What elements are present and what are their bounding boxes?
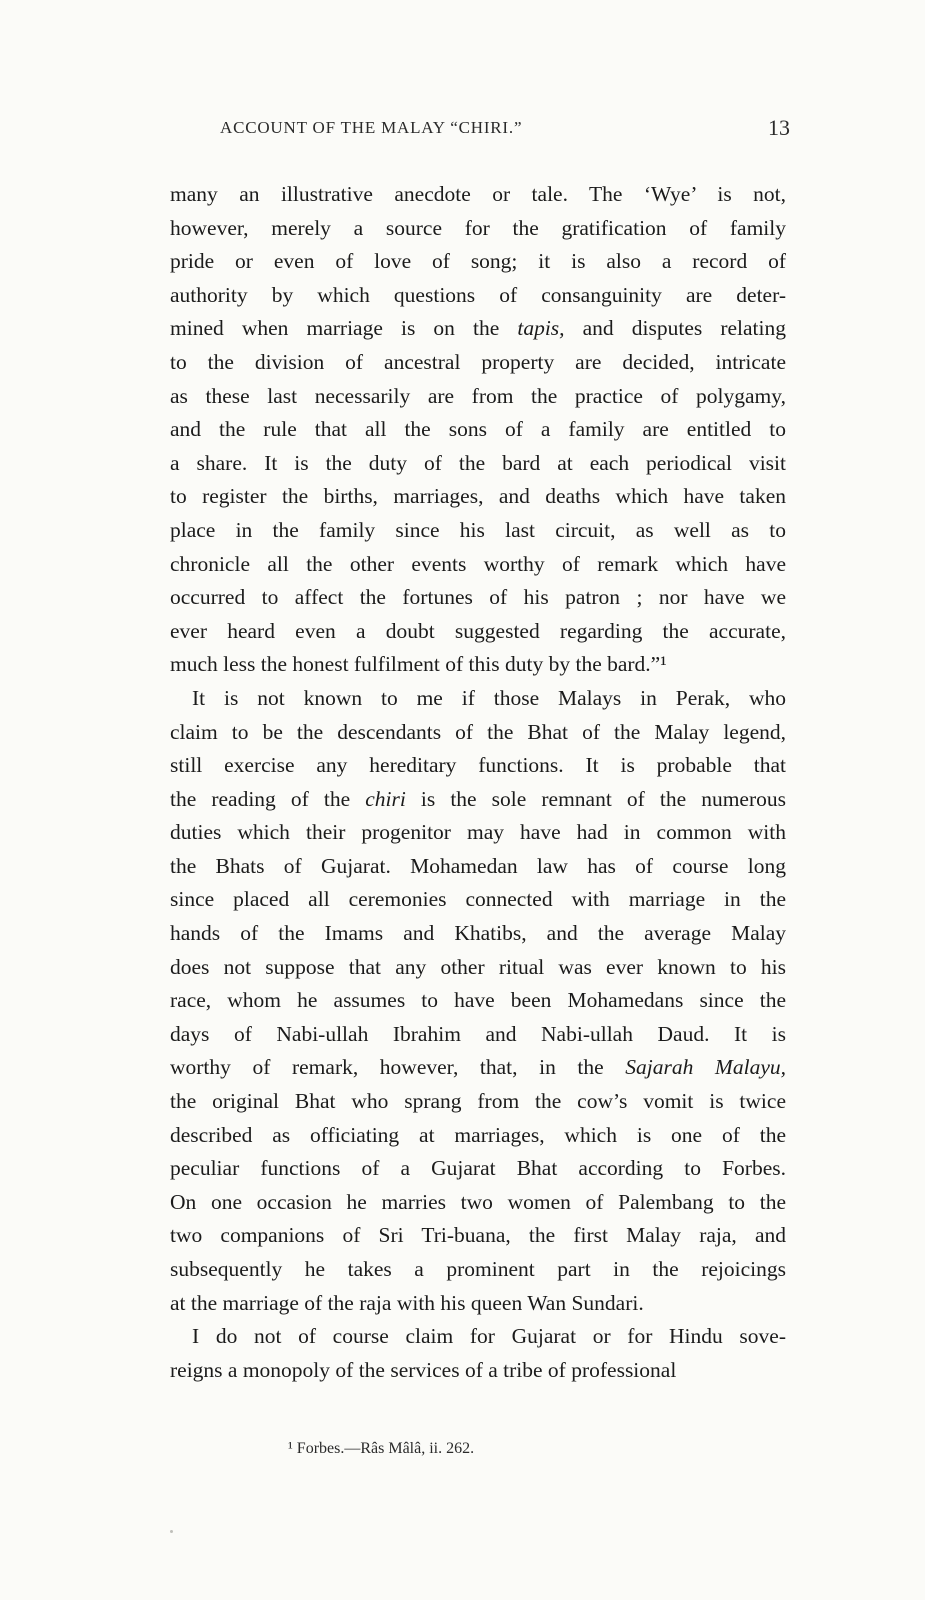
text-line: however, merely a source for the gratification of family [170,215,786,240]
text-line: race, whom he assumes to have been Mohamedans since the [170,988,786,1013]
text-line: at the marriage of the raja with his queen Wan Sundari. [170,1290,644,1315]
body-text [170,178,786,1387]
text-line: as these last necessarily are from the practice of polygamy, [170,383,786,408]
text-line: to the division of ancestral property are decided, intricate [170,349,786,374]
running-head [150,115,790,148]
footnote: ¹ Forbes.—Râs Mâlâ, ii. 262. [288,1440,475,1457]
text-line: described as officiating at marriages, which is one of the [170,1122,786,1147]
text-line: since placed all ceremonies connected with marriage in the [170,887,786,912]
text-line: much less the honest fulfilment of this duty by the bard.”¹ [170,652,667,677]
text-line: days of Nabi-ullah Ibrahim and Nabi-ullah Daud. It is [170,1021,786,1046]
text-line: still exercise any hereditary functions. It is probable that [170,753,786,778]
text-line: occurred to affect the fortunes of his patron ; nor have we [170,585,786,610]
text-line: mined when marriage is on the tapis, and disputes relating [170,316,786,341]
text-line: many an illustrative anecdote or tale. The ‘Wye’ is not, [170,182,786,206]
paragraph [170,1320,786,1387]
text-line: chronicle all the other events worthy of remark which have [170,551,786,576]
text-line: peculiar functions of a Gujarat Bhat according to Forbes. [170,1156,786,1181]
text-line: the original Bhat who sprang from the cow’s vomit is twice [170,1089,786,1114]
italic-term: chiri [365,786,406,811]
text-line: claim to be the descendants of the Bhat of the Malay legend, [170,719,786,744]
text-line: authority by which questions of consanguinity are deter- [170,282,786,307]
text-line: place in the family since his last circuit, as well as to [170,517,786,542]
text-line: to register the births, marriages, and deaths which have taken [170,484,786,509]
text-line: does not suppose that any other ritual was ever known to his [170,954,786,979]
text-line: I do not of course claim for Gujarat or for Hindu sove- [192,1324,786,1349]
italic-term: Sajarah Malayu, [625,1055,786,1080]
italic-term: tapis, [517,316,565,341]
paragraph [170,178,786,682]
text-line: the Bhats of Gujarat. Mohamedan law has of course long [170,853,786,878]
text-line: two companions of Sri Tri-buana, the first Malay raja, and [170,1223,786,1248]
text-line: the reading of the chiri is the sole remnant of the numerous [170,786,786,811]
text-line: duties which their progenitor may have had in common with [170,820,786,845]
text-line: ever heard even a doubt suggested regarding the accurate, [170,618,786,643]
page-number: 13 [768,115,790,140]
text-line: reigns a monopoly of the services of a tribe of professional [170,1357,677,1382]
text-line: On one occasion he marries two women of Palembang to the [170,1189,786,1214]
running-title: ACCOUNT OF THE MALAY “CHIRI.” [220,118,523,137]
paper-speck [170,1530,173,1533]
text-line: and the rule that all the sons of a family are entitled to [170,417,786,442]
text-line: It is not known to me if those Malays in Perak, who [192,685,786,710]
text-line: hands of the Imams and Khatibs, and the average Malay [170,921,786,946]
text-line: subsequently he takes a prominent part in the rejoicings [170,1257,786,1281]
text-line: pride or even of love of song; it is also a record of [170,249,786,274]
text-line: worthy of remark, however, that, in the Sajarah Malayu, [170,1055,786,1080]
paragraph [170,682,786,1320]
text-line: a share. It is the duty of the bard at each periodical visit [170,450,786,475]
